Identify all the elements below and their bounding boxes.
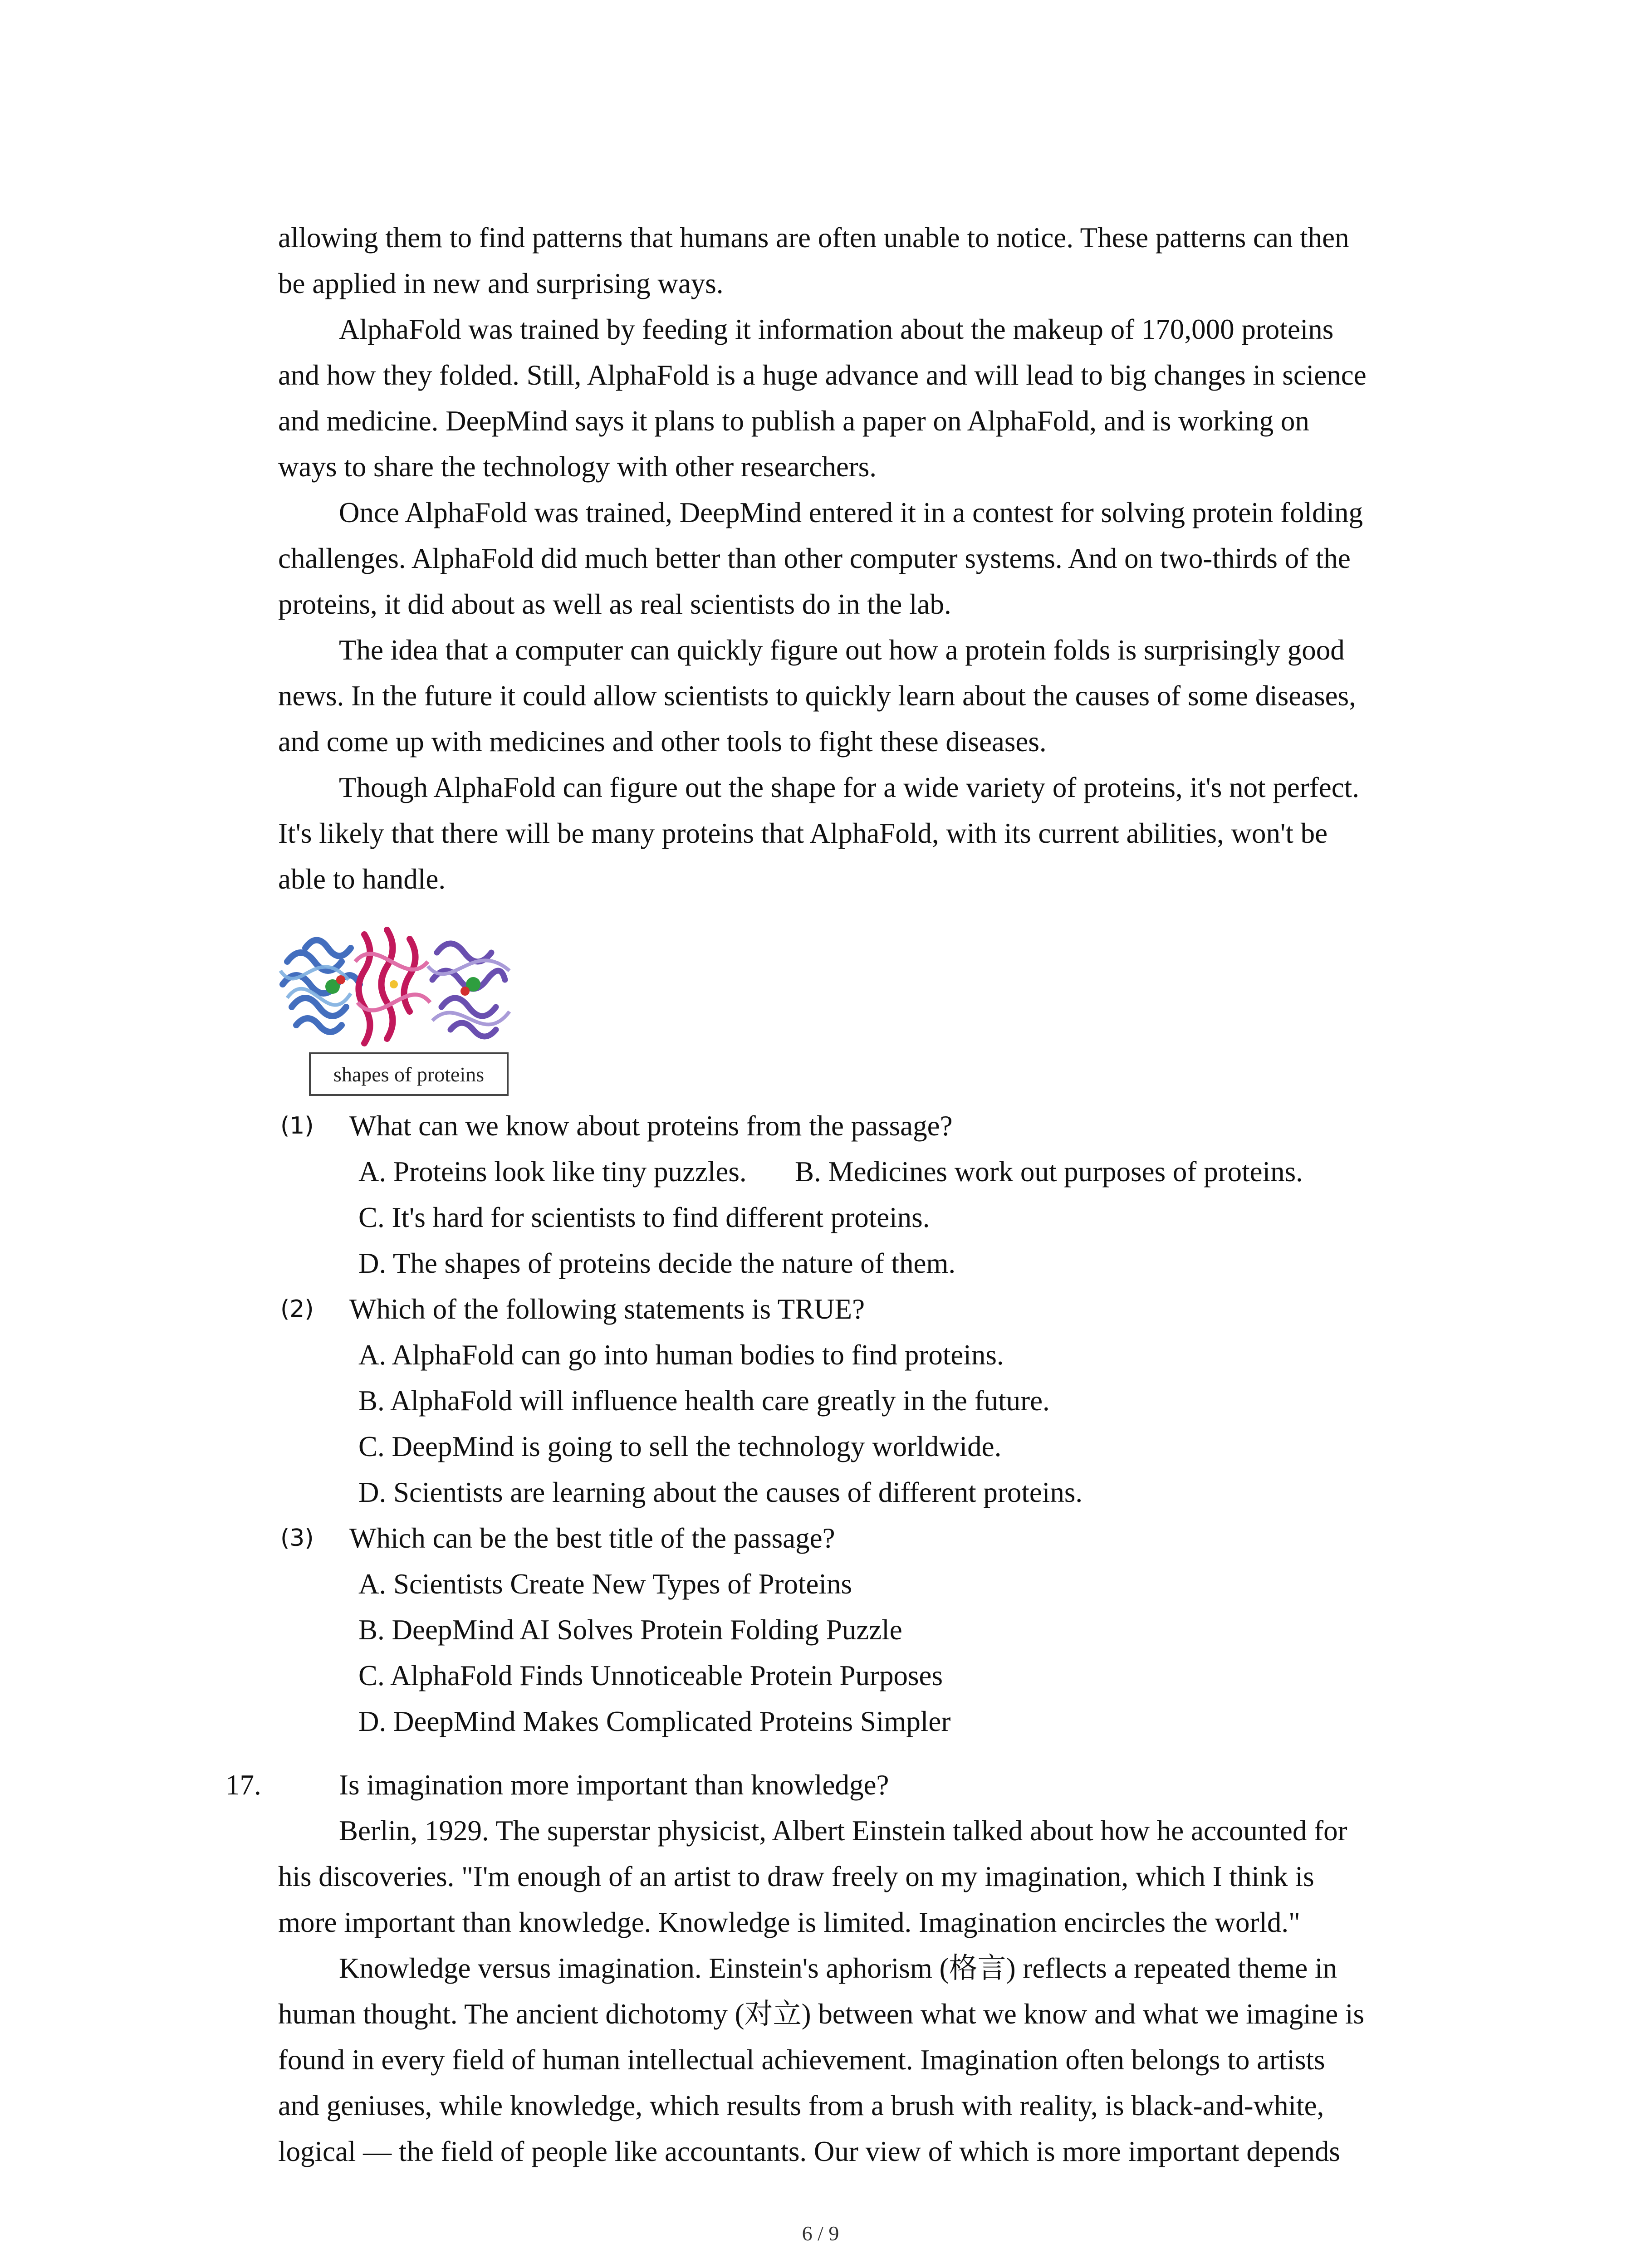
option-b: B. AlphaFold will influence health care greatly in the future. [358,1385,1050,1417]
passage-line: ways to share the technology with other researchers. [278,451,877,483]
passage-line: more important than knowledge. Knowledge is limited. Imagination encircles the world." [278,1906,1300,1938]
item-title: Is imagination more important than knowledge? [339,1769,889,1801]
option-a: A. Proteins look like tiny puzzles. [358,1156,747,1188]
protein-figure [278,907,523,1100]
option-d: D. The shapes of proteins decide the nature of them. [358,1247,956,1279]
option-b: B. DeepMind AI Solves Protein Folding Puzzle [358,1614,902,1646]
option-c: C. It's hard for scientists to find different proteins. [358,1202,930,1233]
passage-line: his discoveries. "I'm enough of an artist to draw freely on my imagination, which I think is [278,1861,1314,1892]
passage-line: allowing them to find patterns that humans are often unable to notice. These patterns can then [278,222,1349,254]
passage-line: AlphaFold was trained by feeding it information about the makeup of 170,000 proteins [339,313,1334,345]
passage-line: logical — the field of people like accountants. Our view of which is more important depends [278,2136,1340,2167]
question-number: (2) [280,1295,314,1323]
passage-line: human thought. The ancient dichotomy (对立) between what we know and what we imagine is [278,1998,1364,2030]
passage-line: news. In the future it could allow scientists to quickly learn about the causes of some diseases, [278,680,1356,712]
passage-line: Berlin, 1929. The superstar physicist, Albert Einstein talked about how he accounted for [339,1815,1347,1847]
question-number: (3) [280,1525,314,1552]
passage-line: proteins, it did about as well as real scientists do in the lab. [278,588,951,620]
passage-line: be applied in new and surprising ways. [278,268,724,299]
option-a: A. AlphaFold can go into human bodies to find proteins. [358,1339,1004,1371]
option-c: C. DeepMind is going to sell the technology worldwide. [358,1431,1002,1462]
passage-line: and how they folded. Still, AlphaFold is a huge advance and will lead to big changes in science [278,359,1367,391]
question-text: Which can be the best title of the passage? [349,1522,835,1554]
passage-line: and come up with medicines and other tools to fight these diseases. [278,726,1047,758]
passage-line: found in every field of human intellectual achievement. Imagination often belongs to artists [278,2044,1325,2076]
passage-line: The idea that a computer can quickly figure out how a protein folds is surprisingly good [339,634,1345,666]
question-number: (1) [280,1112,314,1139]
passage-line: It's likely that there will be many proteins that AlphaFold, with its current abilities, won't be [278,817,1328,849]
option-b: B. Medicines work out purposes of proteins. [795,1156,1303,1188]
page-number: 6 / 9 [802,2222,839,2245]
option-d: D. Scientists are learning about the causes of different proteins. [358,1476,1083,1508]
passage-line: and geniuses, while knowledge, which results from a brush with reality, is black-and-white, [278,2090,1324,2121]
passage-line: Though AlphaFold can figure out the shape for a wide variety of proteins, it's not perfect. [339,772,1359,803]
option-a: A. Scientists Create New Types of Proteins [358,1568,852,1600]
passage-line: able to handle. [278,863,446,895]
protein-structure-image [278,907,523,1052]
figure-caption: shapes of proteins [309,1052,509,1096]
question-text: What can we know about proteins from the passage? [349,1110,953,1142]
passage-line: Knowledge versus imagination. Einstein's aphorism (格言) reflects a repeated theme in [339,1952,1337,1984]
passage-line: and medicine. DeepMind says it plans to publish a paper on AlphaFold, and is working on [278,405,1309,437]
option-c: C. AlphaFold Finds Unnoticeable Protein Purposes [358,1660,943,1691]
passage-line: Once AlphaFold was trained, DeepMind entered it in a contest for solving protein folding [339,497,1363,528]
option-d: D. DeepMind Makes Complicated Proteins Simpler [358,1706,951,1737]
passage-line: challenges. AlphaFold did much better than other computer systems. And on two-thirds of the [278,543,1351,574]
question-text: Which of the following statements is TRUE? [349,1293,865,1325]
item-number: 17. [225,1769,261,1801]
